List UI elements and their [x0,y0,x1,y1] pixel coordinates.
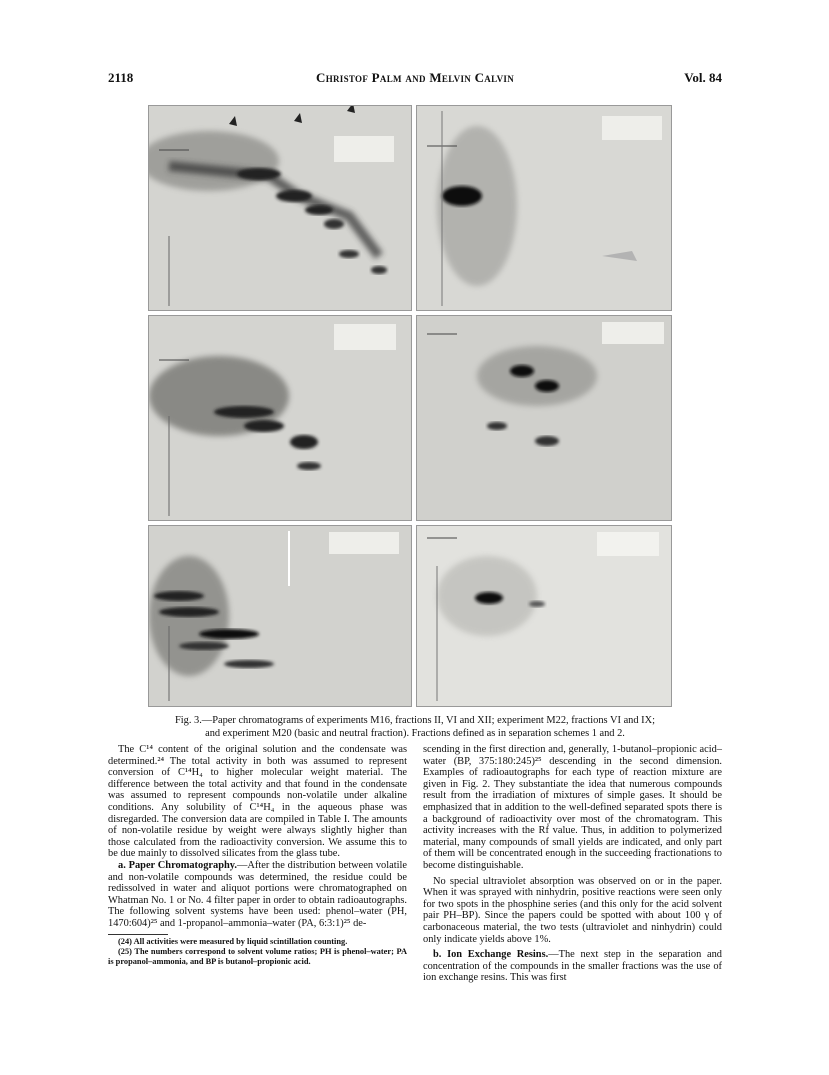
footnote: (25) The numbers correspond to solvent volume ratios; PH is phenol–water; PA is propanol–ammonia, and BP is butanol–propionic acid. [108,946,407,966]
body-paragraph: No special ultraviolet absorption was observed on or in the paper. When it was sprayed with ninhydrin, positive reactions were seen only for two spots in the phosphine series (and this only for the acid solvent pair PH–BP). Since the papers could be spotted with about 100 γ of carbonaceous material, the two tests (ultraviolet and ninhydrin) could only indicate yields above 1%. [423,875,722,945]
right-column [423,744,722,984]
chromatogram-plate [148,105,412,311]
figure-caption-line: and experiment M20 (basic and neutral fraction). Fractions defined as in separation schemes 1 and 2. [205,728,625,739]
paragraph-text: —After the distribution between volatile and non-volatile compounds was determined, the residue could be redissolved in water and aliquot portions were chromatographed on Whatman No. 1 or No. 4 filter paper in order to obtain radioautographs. The following solvent systems have been used: phenol–water (PH, 1470:604)²⁵ and 1-propanol–ammonia–water (PA, 6:3:1)²⁵ de- [108,859,407,929]
section-heading: b. Ion Exchange Resins. [433,949,549,961]
chromatogram-plate [416,525,672,707]
figure-caption-line: Fig. 3.—Paper chromatograms of experiments M16, fractions II, VI and XII; experiment M22, fractions VI and IX; [174,715,656,726]
left-column [108,744,407,967]
volume-label: Vol. 84 [684,70,722,85]
chromatogram-plate [148,525,412,707]
chromatogram-plate [416,315,672,521]
chromatogram-figure [148,105,670,705]
page-header [108,70,722,90]
running-title: Christof Palm and Melvin Calvin [316,70,514,85]
section-heading: a. Paper Chromatography. [118,859,237,871]
chromatogram-plate [416,105,672,311]
body-paragraph: scending in the first direction and, generally, 1-butanol–propionic acid–water (BP, 375:180:245)²⁵ descending in the second dimension. Examples of radioautographs for each type of reaction mixture are given in Fig. 2. They substantiate the idea that numerous compounds result from the irradiation of mixtures of simple gases. It should be emphasized that in addition to the well-defined separated spots there is a background of radioactivity over most of the chromatogram. This activity increases with the Rf value. Thus, in addition to polymerized material, many compounds of small yields are indicated, and only part of them will be concentrated enough in the succeeding fractionations to become distinguishable. [423,744,722,871]
footnote: (24) All activities were measured by liquid scintillation counting. [118,936,348,946]
paragraph-text: —The next step in the separation and concentration of the compounds in the smaller fractions was the use of ion exchange resins. This was first [423,949,722,984]
footnote-divider [108,934,168,935]
figure-caption [108,714,722,740]
footnotes [108,937,407,967]
body-paragraph [423,949,722,984]
body-paragraph [108,860,407,930]
body-paragraph: The C¹⁴ content of the original solution and the condensate was determined.²⁴ The total activity in both was assumed to represent conversion of C¹⁴H₄ to higher molecular weight material. The difference between the total activity and that found in the condensate was assumed to represent compounds non-volatile under alkaline conditions. Any solubility of C¹⁴H₄ in the aqueous phase was disregarded. The conversion data are compiled in Table I. The amounts of non-volatile residue by weight were always slightly higher than those calculated from the radioactivity conversion. We assume this to be due mainly to dissolved silicates from the glass tube. [108,744,407,860]
page-number: 2118 [108,70,134,85]
chromatogram-plate [148,315,412,521]
